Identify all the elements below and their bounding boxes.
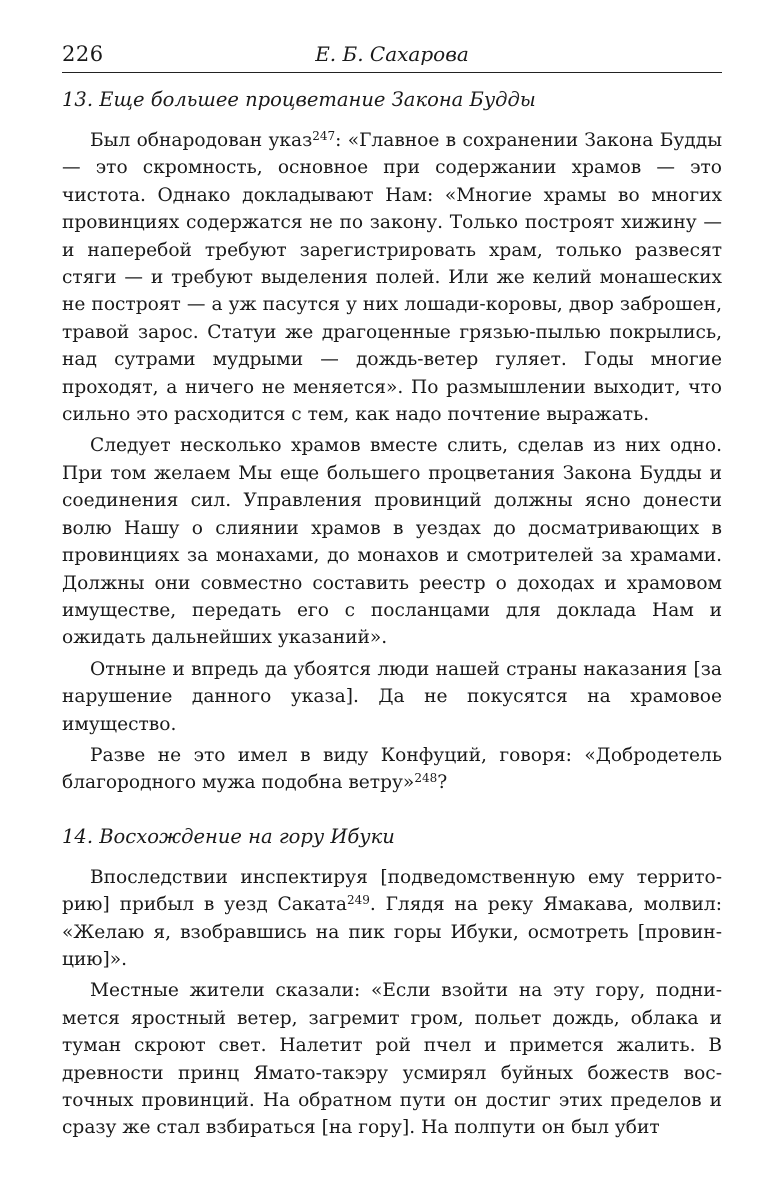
paragraph-text: ? bbox=[437, 772, 448, 794]
footnote-ref-247: 247 bbox=[312, 129, 336, 143]
footnote-ref-249: 249 bbox=[346, 893, 370, 908]
section-13-paragraph-1 bbox=[62, 127, 722, 428]
running-head: Е. Б. Сахарова bbox=[315, 42, 469, 66]
page-number: 226 bbox=[62, 42, 104, 66]
section-14-title: 14. Восхождение на гору Ибуки bbox=[62, 824, 395, 848]
paragraph-text: . Глядя на реку Ямакава, молвил: «Желаю я, взобравшись на пик горы Ибуки, осмотреть [провинцию]». bbox=[62, 894, 722, 970]
footnote-ref-248: 248 bbox=[414, 771, 438, 786]
section-14-paragraph-1 bbox=[62, 864, 722, 974]
page-header bbox=[62, 38, 722, 73]
paragraph-text: Был обнародован указ bbox=[90, 130, 313, 151]
section-13-paragraph-2: Следует несколько храмов вместе слить, сделав из них одно. При том желаем Мы еще большего процветания Закона Будды и соединения сил. Управления провинций должны ясно донести волю Нашу о слиянии храмов в уездах до досматривающих в провинциях за монахами, до монахов и смотрителей за храмами. Должны они совместно составить реестр о доходах и храмовом имуществе, передать его с посланцами для доклада Нам и ожидать дальнейших указаний». bbox=[62, 435, 722, 649]
section-13-paragraph-4 bbox=[62, 742, 722, 797]
paragraph-text: Разве не это имел в виду Конфуций, говоря: «Добродетель благородного мужа подобна ветру» bbox=[62, 744, 722, 794]
section-14-paragraph-2: Местные жители сказали: «Если взойти на эту гору, поднимется яростный ветер, загремит гром, польет дождь, облака и туман скроют свет. Налетит рой пчел и примется жалить. В древности принц Ямато-такэру усмирял буйных божеств восточных провинций. На обратном пути он достиг этих пределов и сразу же стал взбираться [на гору]. На полпути он был убит bbox=[62, 980, 722, 1139]
page-body bbox=[62, 86, 722, 1146]
section-13-title: 13. Еще большее процветание Закона Будды bbox=[62, 88, 536, 111]
paragraph-text: Впоследствии инспектируя [подведомственную ему территорию] прибыл в уезд Саката bbox=[62, 866, 722, 916]
paragraph-text: : «Главное в сохранении Закона Будды — это скромность, основное при содержании храмов — это чистота. Однако докладывают Нам: «Многие храмы во многих провинциях содержатся не по закону. Только построят хижину — и наперебой требуют зарегистрировать храм, только развесят стяги — и требуют выделения полей. Или же келий монашеских не построят — а уж пасутся у них лошади-коровы, двор заброшен, травой зарос. Статуи же драгоценные грязью-пылью покрылись, над сутрами мудрыми — дождь-ветер гуляет. Годы многие проходят, а ничего не меняется». По размышлении выходит, что сильно это расходится с тем, как надо почтение выражать. bbox=[62, 130, 723, 426]
section-13-paragraph-3: Отныне и впредь да убоятся люди нашей страны наказания [за нарушение данного указа]. Да не покусятся на храмовое имущество. bbox=[62, 658, 722, 735]
